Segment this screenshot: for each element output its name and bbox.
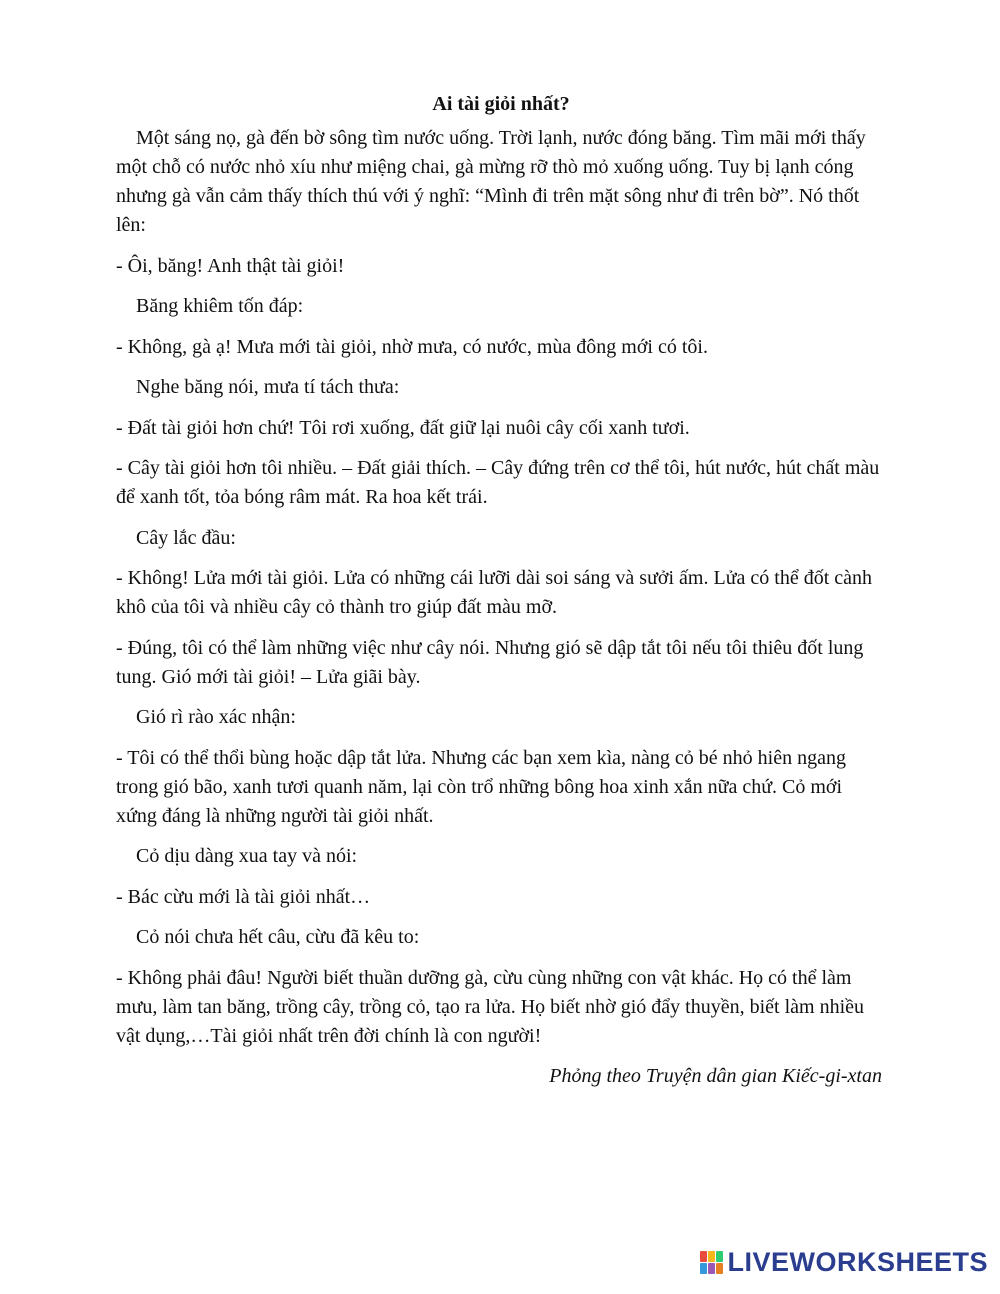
narration-line: Gió rì rào xác nhận: <box>136 706 296 728</box>
narration-line: Cỏ nói chưa hết câu, cừu đã kêu to: <box>136 926 420 948</box>
source-attribution: Phỏng theo Truyện dân gian Kiếc-gi-xtan <box>549 1065 882 1087</box>
dialogue-line: - Cây tài giỏi hơn tôi nhiều. – Đất giải thích. – Cây đứng trên cơ thể tôi, hút nước, hút chất màu để xanh tốt, tỏa bóng râm mát. Ra hoa kết trái. <box>116 457 880 508</box>
document-page <box>116 90 886 1090</box>
liveworksheets-logo[interactable] <box>700 1247 988 1278</box>
dialogue-line: - Không phải đâu! Người biết thuần dưỡng gà, cừu cùng những con vật khác. Họ có thể làm mưu, làm tan băng, trồng cây, trồng cỏ, tạo ra lửa. Họ biết nhờ gió đẩy thuyền, biết làm nhiều vật dụng,…Tài giỏi nhất trên đời chính là con người! <box>116 966 864 1047</box>
narration-line: Băng khiêm tốn đáp: <box>136 295 304 317</box>
dialogue-line: - Tôi có thể thổi bùng hoặc dập tắt lửa. Nhưng các bạn xem kìa, nàng cỏ bé nhỏ hiên ngang trong gió bão, xanh tươi quanh năm, lại còn trổ những bông hoa xinh xắn nữa chứ. Cỏ mới xứng đáng là những người tài giỏi nhất. <box>116 746 846 827</box>
dialogue-line: - Đúng, tôi có thể làm những việc như cây nói. Nhưng gió sẽ dập tắt tôi nếu tôi thiêu đốt lung tung. Gió mới tài giỏi! – Lửa giãi bày. <box>116 636 864 688</box>
dialogue-line: - Đất tài giỏi hơn chứ! Tôi rơi xuống, đất giữ lại nuôi cây cối xanh tươi. <box>116 416 690 439</box>
logo-text: LIVEWORKSHEETS <box>727 1247 988 1277</box>
document-title: Ai tài giỏi nhất? <box>432 93 570 115</box>
dialogue-line: - Bác cừu mới là tài giỏi nhất… <box>116 885 371 908</box>
dialogue-line: - Ôi, băng! Anh thật tài giỏi! <box>116 254 345 277</box>
narration-line: Nghe băng nói, mưa tí tách thưa: <box>136 376 400 398</box>
dialogue-line: - Không! Lửa mới tài giỏi. Lửa có những cái lưỡi dài soi sáng và sưởi ấm. Lửa có thể đốt cành khô của tôi và nhiều cây cỏ thành tro giúp đất màu mỡ. <box>116 567 873 618</box>
narration-line: Cỏ dịu dàng xua tay và nói: <box>136 845 358 867</box>
dialogue-line: - Không, gà ạ! Mưa mới tài giỏi, nhờ mưa, có nước, mùa đông mới có tôi. <box>116 335 708 358</box>
liveworksheets-blocks-icon <box>700 1251 723 1274</box>
story-paragraph: Một sáng nọ, gà đến bờ sông tìm nước uống. Trời lạnh, nước đóng băng. Tìm mãi mới thấy một chỗ có nước nhỏ xíu như miệng chai, gà mừng rỡ thò mỏ xuống uống. Tuy bị lạnh cóng nhưng gà vẫn cảm thấy thích thú với ý nghĩ: “Mình đi trên mặt sông như đi trên bờ”. Nó thốt lên: <box>116 127 866 236</box>
narration-line: Cây lắc đầu: <box>136 526 236 549</box>
